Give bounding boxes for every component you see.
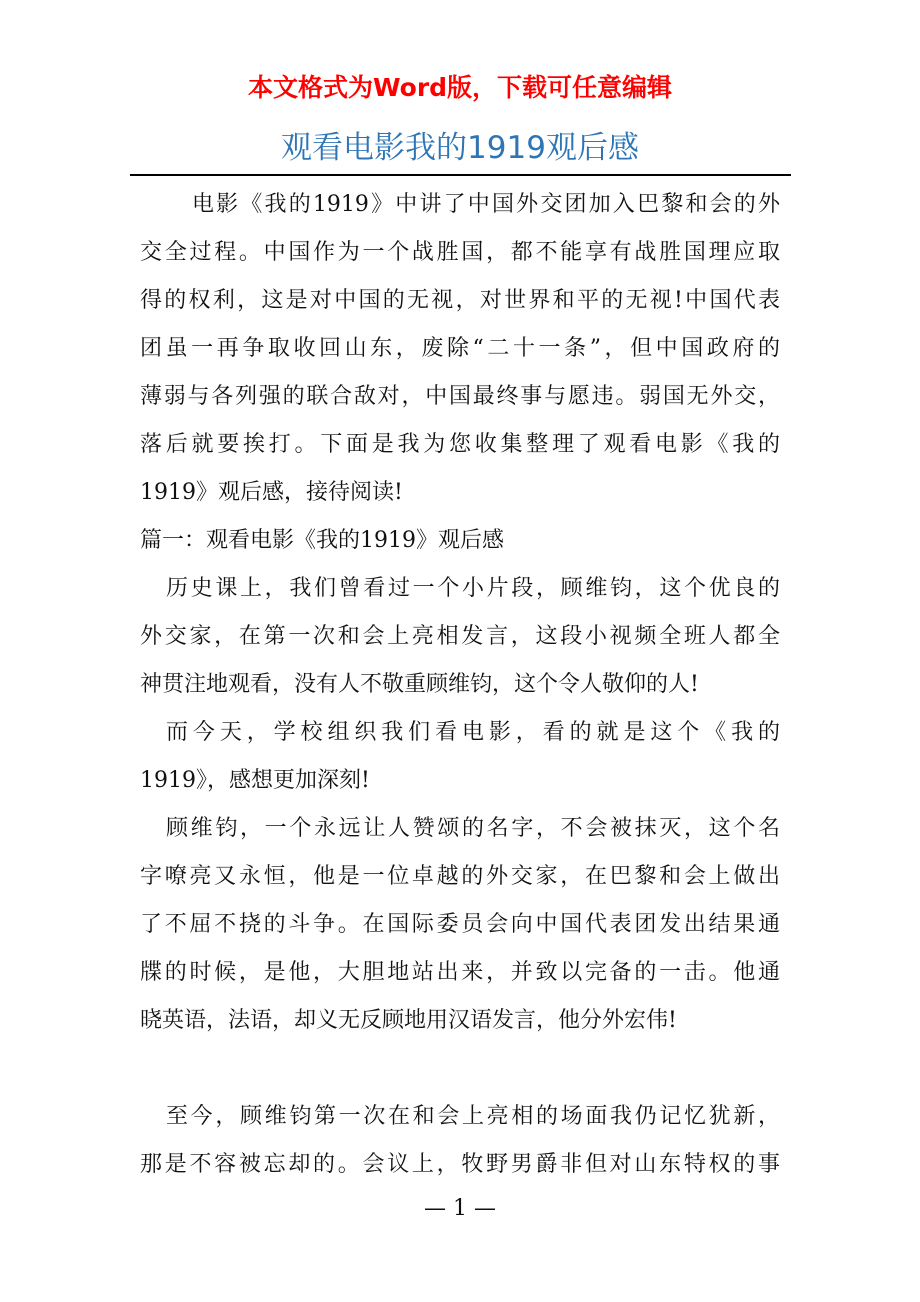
format-notice-banner: 本文格式为Word版，下载可任意编辑 xyxy=(247,73,673,102)
paragraph-line: 了不屈不挠的斗争。在国际委员会向中国代表团发出结果通 xyxy=(140,912,780,937)
paragraph-line: 神贯注地观看，没有人不敬重顾维钧，这个令人敬仰的人! xyxy=(140,672,699,697)
paragraph-line: 电影《我的1919》中讲了中国外交团加入巴黎和会的外 xyxy=(192,192,780,217)
paragraph-line: 牒的时候，是他，大胆地站出来，并致以完备的一击。他通 xyxy=(140,960,780,985)
document-title: 观看电影我的1919观后感 xyxy=(281,130,639,166)
paragraph-line: 1919》观后感，接待阅读! xyxy=(140,480,403,505)
paragraph-line: 历史课上，我们曾看过一个小片段，顾维钧，这个优良的 xyxy=(166,576,780,601)
paragraph-line: 外交家，在第一次和会上亮相发言，这段小视频全班人都全 xyxy=(140,624,780,649)
paragraph-line xyxy=(140,1051,780,1099)
paragraph-line: 交全过程。中国作为一个战胜国，都不能享有战胜国理应取 xyxy=(140,240,780,265)
paragraph-line: 团虽一再争取收回山东，废除“二十一条”，但中国政府的 xyxy=(140,336,780,361)
paragraph-line: 而今天，学校组织我们看电影，看的就是这个《我的 xyxy=(166,720,780,745)
paragraph-line: 字嘹亮又永恒，他是一位卓越的外交家，在巴黎和会上做出 xyxy=(140,864,780,889)
paragraph-line: 篇一：观看电影《我的1919》观后感 xyxy=(140,528,504,553)
page-number: — 1 — xyxy=(424,1196,496,1221)
paragraph-line: 薄弱与各列强的联合敌对，中国最终事与愿违。弱国无外交， xyxy=(140,384,780,409)
paragraph-line: 那是不容被忘却的。会议上，牧野男爵非但对山东特权的事 xyxy=(140,1152,780,1177)
document-body xyxy=(140,187,780,1195)
paragraph-line: 顾维钧，一个永远让人赞颂的名字，不会被抹灭，这个名 xyxy=(166,816,780,841)
paragraph-line: 至今，顾维钧第一次在和会上亮相的场面我仍记忆犹新， xyxy=(166,1104,780,1129)
paragraph-line: 晓英语，法语，却义无反顾地用汉语发言，他分外宏伟! xyxy=(140,1008,677,1033)
paragraph-line: 落后就要挨打。下面是我为您收集整理了观看电影《我的 xyxy=(140,432,780,457)
paragraph-line: 得的权利，这是对中国的无视，对世界和平的无视!中国代表 xyxy=(140,288,780,313)
title-divider xyxy=(130,174,791,176)
paragraph-line: 1919》，感想更加深刻! xyxy=(140,768,370,793)
